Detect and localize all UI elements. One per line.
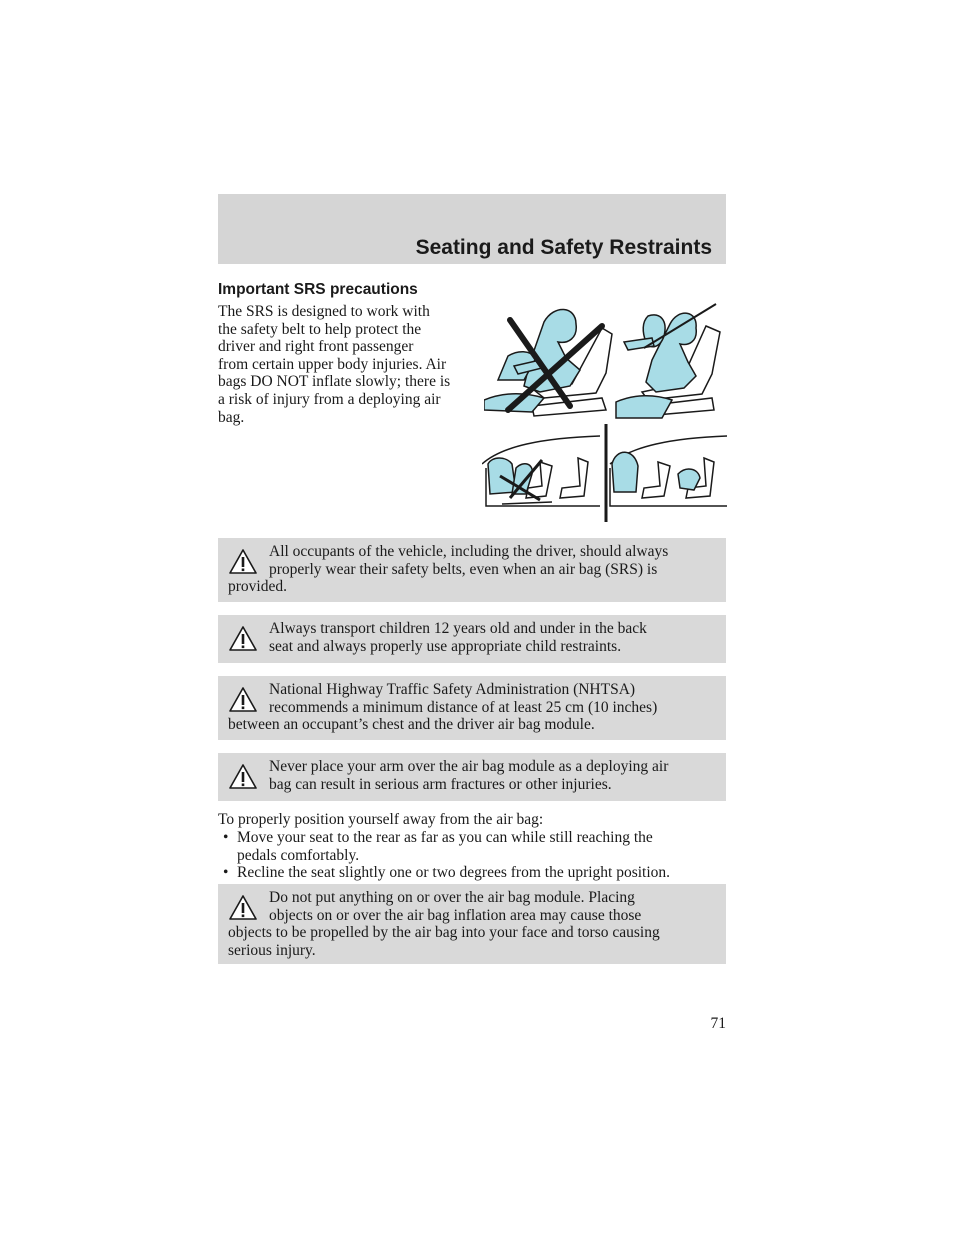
warning-line: Always transport children 12 years old and under in the back [269,620,647,637]
warning-line: All occupants of the vehicle, including the driver, should always [269,543,669,560]
section-heading: Important SRS precautions [218,281,418,298]
warning-box [218,884,726,964]
warning-triangle-icon [228,686,258,713]
warning-line: National Highway Traffic Safety Administration (NHTSA) [269,681,636,698]
correct-position-figure [616,304,720,418]
warning-line: serious injury. [228,941,316,959]
intro-line: bags DO NOT inflate slowly; there is [218,373,451,391]
warning-line: Do not put anything on or over the air bag module. Placing [269,889,635,906]
intro-line: bag. [218,408,245,426]
intro-line: The SRS is designed to work with [218,303,430,320]
warning-triangle-icon [228,763,258,790]
warning-line: provided. [228,578,287,596]
bullet-item [218,829,726,865]
occupant-position-illustration [484,298,729,420]
warning-line: between an occupant’s chest and the driver air bag module. [228,716,595,734]
warning-line: Never place your arm over the air bag module as a deploying air [269,758,669,775]
warning-box [218,538,726,602]
bullet-line: Move your seat to the rear as far as you can while still reaching the [237,829,653,846]
warning-box [218,676,726,740]
warning-line: seat and always properly use appropriate child restraints. [269,637,622,655]
position-intro: To properly position yourself away from the air bag: [218,811,544,828]
intro-paragraph [218,303,480,426]
warning-triangle-icon [228,625,258,652]
intro-line: driver and right front passenger [218,338,414,356]
bullet-item [218,864,726,882]
warning-triangle-icon [228,548,258,575]
warning-box [218,615,726,663]
bullet-dot: • [223,864,229,881]
warning-line: recommends a minimum distance of at least 25 cm (10 inches) [269,698,658,716]
section-header-title: Seating and Safety Restraints [415,236,712,259]
page-number: 71 [710,1015,726,1032]
intro-line: from certain upper body injuries. Air [218,355,447,373]
warning-triangle-icon [228,894,258,921]
bullet-dot: • [223,829,229,846]
warning-line: objects on or over the air bag inflation area may cause those [269,906,642,924]
vehicle-cutaway-illustration [482,424,729,522]
warning-line: objects to be propelled by the air bag into your face and torso causing [228,924,660,942]
intro-line: the safety belt to help protect the [218,320,422,338]
section-header-band [218,194,726,264]
intro-line: a risk of injury from a deploying air [218,390,441,408]
warning-box [218,753,726,801]
bullet-line: Recline the seat slightly one or two degrees from the upright position. [237,864,671,881]
incorrect-position-figure [484,309,612,416]
bullet-line: pedals comfortably. [237,846,360,864]
warning-line: bag can result in serious arm fractures or other injuries. [269,775,612,793]
warning-line: properly wear their safety belts, even when an air bag (SRS) is [269,560,658,578]
